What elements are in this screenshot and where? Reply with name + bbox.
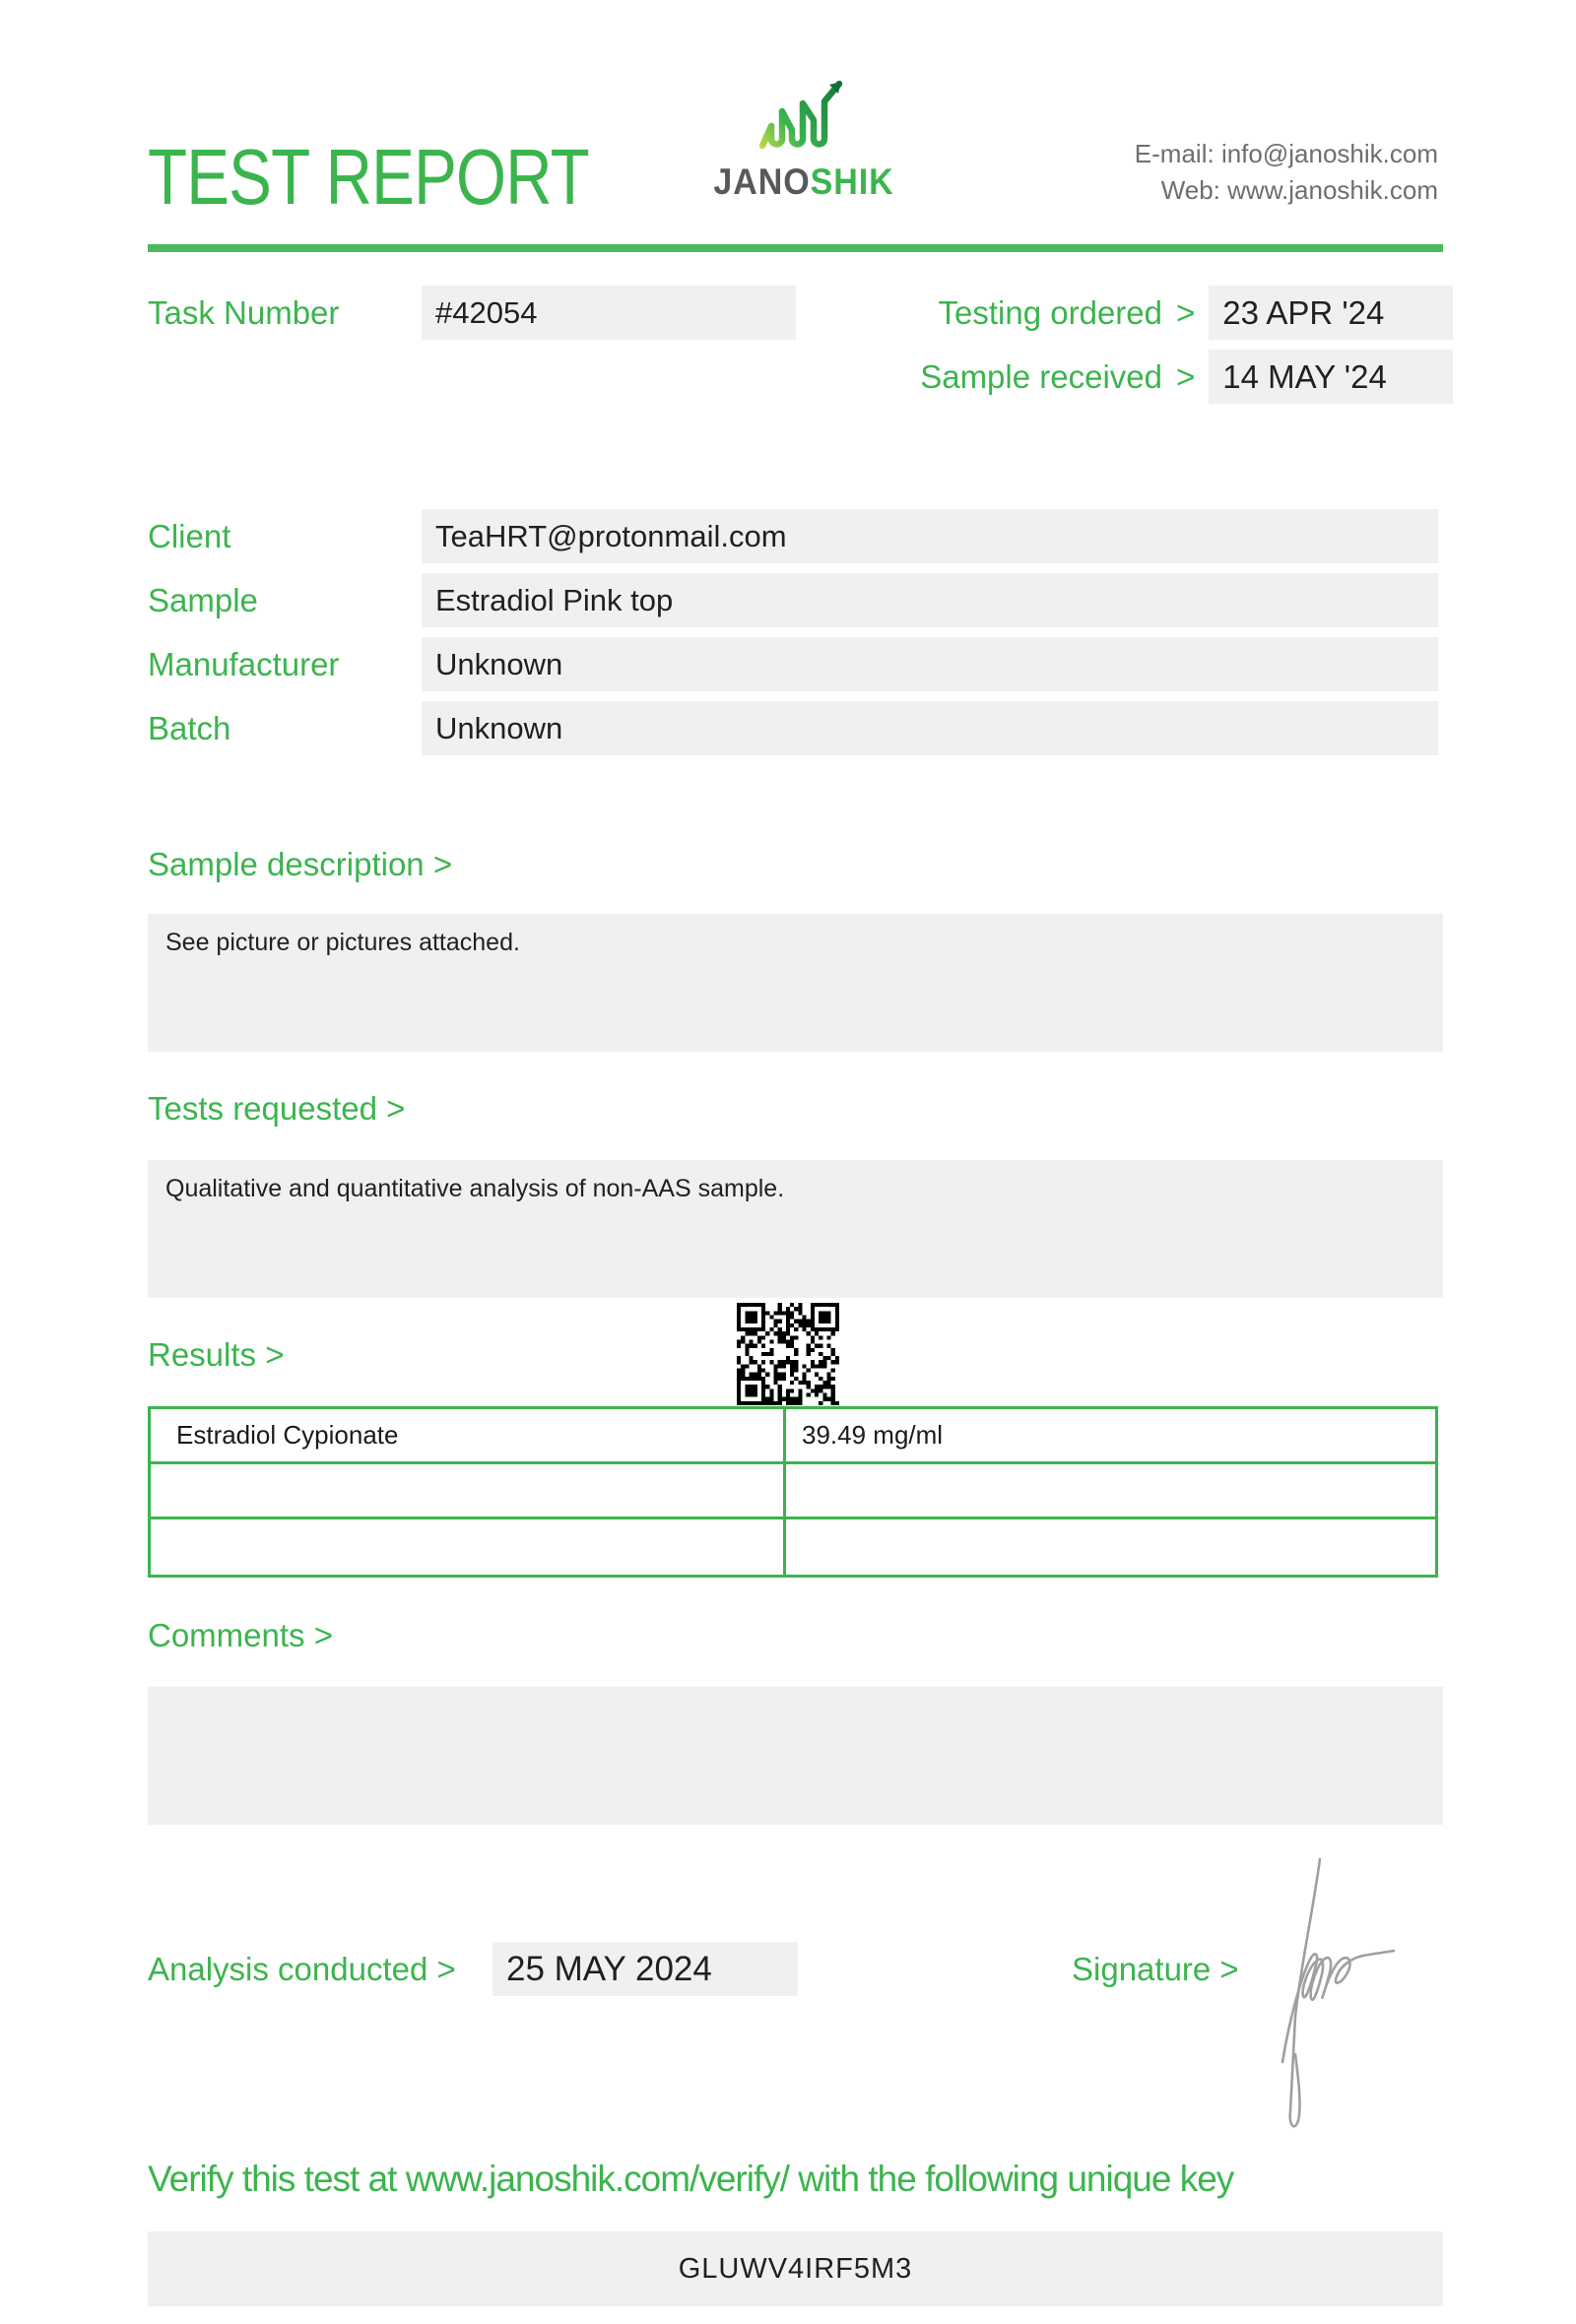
- result-value-cell: 39.49 mg/ml: [786, 1409, 1435, 1464]
- task-number-value: #42054: [422, 286, 796, 340]
- signature-label: Signature >: [1072, 1951, 1239, 1987]
- manufacturer-value: Unknown: [422, 637, 1438, 691]
- testing-ordered-label: Testing ordered: [938, 294, 1162, 331]
- contact-email-line: [1135, 136, 1438, 172]
- sample-description-box: See picture or pictures attached.: [148, 914, 1443, 1052]
- result-value-cell: [786, 1464, 1435, 1519]
- analysis-date-value: 25 MAY 2024: [492, 1942, 798, 1996]
- contact-web-line: [1135, 172, 1438, 209]
- verify-key: GLUWV4IRF5M3: [148, 2231, 1443, 2306]
- comments-box: [148, 1687, 1443, 1825]
- task-number-label: Task Number: [148, 294, 340, 331]
- email-value: info@janoshik.com: [1220, 139, 1438, 168]
- sample-received-value: 14 MAY '24: [1209, 350, 1453, 404]
- batch-value: Unknown: [422, 701, 1438, 755]
- header-divider: [148, 244, 1443, 252]
- results-table: [148, 1406, 1438, 1578]
- logo-chart-icon: [756, 81, 851, 154]
- sample-received-row: [867, 350, 1453, 404]
- result-analyte-cell: Estradiol Cypionate: [151, 1409, 786, 1464]
- manufacturer-label: Manufacturer: [148, 646, 340, 682]
- results-heading: Results >: [148, 1336, 285, 1373]
- result-analyte-cell: [151, 1464, 786, 1519]
- web-label: Web:: [1160, 175, 1220, 205]
- chevron-right-icon: >: [1176, 294, 1196, 331]
- email-label: E-mail:: [1134, 139, 1215, 168]
- janoshik-logo: [686, 81, 922, 203]
- analysis-conducted-label: Analysis conducted >: [148, 1951, 456, 1987]
- sample-description-heading: Sample description >: [148, 846, 453, 882]
- chevron-right-icon: >: [1176, 358, 1196, 395]
- logo-wordmark: [695, 161, 913, 203]
- web-value: www.janoshik.com: [1227, 175, 1438, 205]
- result-value-cell: [786, 1519, 1435, 1575]
- logo-word-dark: JANO: [713, 161, 811, 202]
- qr-code: [737, 1303, 839, 1405]
- sample-received-label: Sample received: [920, 358, 1162, 395]
- comments-heading: Comments >: [148, 1617, 333, 1653]
- batch-label: Batch: [148, 710, 231, 746]
- tests-requested-box: Qualitative and quantitative analysis of non-AAS sample.: [148, 1160, 1443, 1298]
- verify-instructions: Verify this test at www.janoshik.com/verify/ with the following unique key: [148, 2159, 1234, 2199]
- sample-value: Estradiol Pink top: [422, 573, 1438, 627]
- testing-ordered-value: 23 APR '24: [1209, 286, 1453, 340]
- logo-word-green: SHIK: [810, 161, 894, 202]
- tests-requested-heading: Tests requested >: [148, 1090, 406, 1127]
- testing-ordered-row: [867, 286, 1453, 340]
- sample-label: Sample: [148, 582, 258, 618]
- client-label: Client: [148, 518, 231, 554]
- page-title: TEST REPORT: [148, 133, 589, 221]
- client-value: TeaHRT@protonmail.com: [422, 509, 1438, 563]
- result-analyte-cell: [151, 1519, 786, 1575]
- signature-image: [1269, 1853, 1397, 2141]
- contact-block: [1135, 136, 1438, 209]
